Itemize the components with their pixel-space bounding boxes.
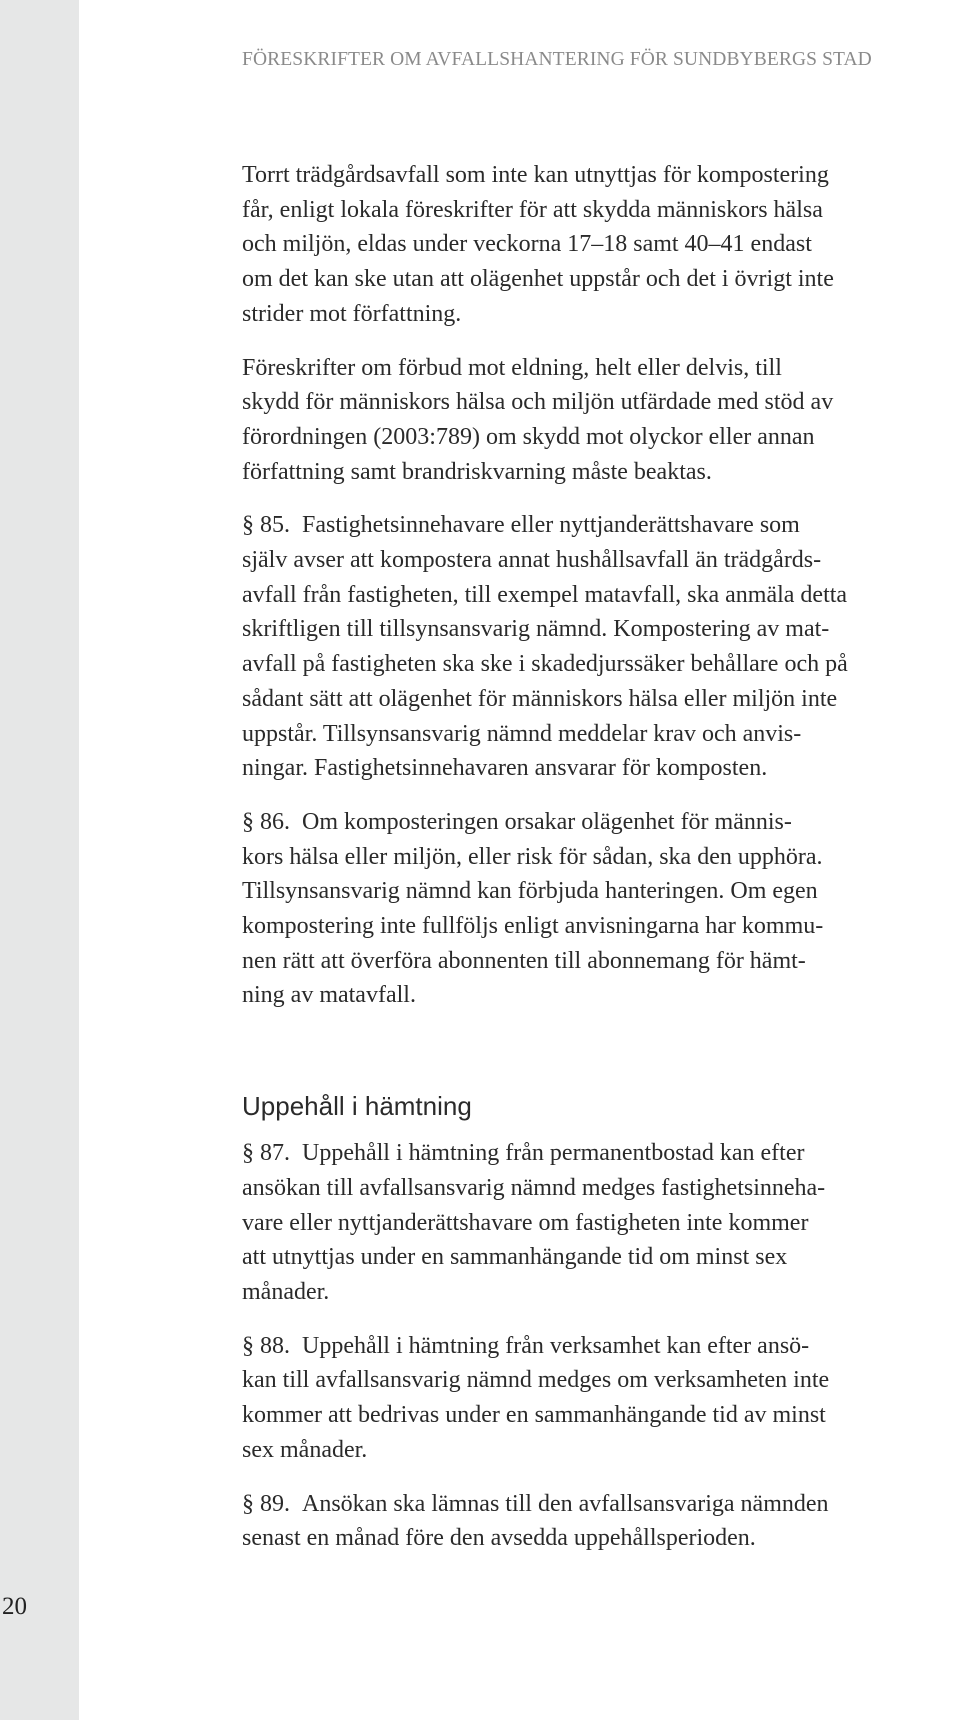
- paragraph-fire-ban-regulations: Föreskrifter om förbud mot eldning, helt eller delvis, till skydd för människors hälsa och miljön utfärdade med stöd av förordningen (2003:789) om skydd mot olyckor eller annan författning samt brandriskvarning måste beaktas.: [242, 354, 834, 485]
- section-heading: Uppehåll i hämtning: [242, 1091, 472, 1122]
- section-text: Ansökan ska lämnas till den avfallsansvariga nämnden senast en månad före den avsedda uppehållsperioden.: [242, 1490, 829, 1552]
- section-85: [242, 508, 960, 786]
- section-label: § 86.: [242, 808, 290, 835]
- section-label: § 88.: [242, 1332, 290, 1359]
- document-body: [242, 158, 960, 1575]
- running-header: FÖRESKRIFTER OM AVFALLSHANTERING FÖR SUNDBYBERGS STAD: [242, 49, 872, 70]
- section-87: [242, 1136, 960, 1310]
- section-text: Fastighetsinnehavare eller nyttjanderättshavare som själv avser att kompostera annat hushållsavfall än trädgårds- avfall från fastigheten, till exempel matavfall, ska anmäla detta skriftligen till tillsynsansvarig nämnd. Kompostering av mat- avfall på fastigheten ska ske i skadedjurssäker behållare och på sådant sätt att olägenhet för människors hälsa eller miljön inte uppstår. Tillsynsansvarig nämnd meddelar krav och anvis- ningar. Fastighetsinnehavaren ansvarar för komposten.: [242, 512, 848, 782]
- section-text: Uppehåll i hämtning från verksamhet kan efter ansö- kan till avfallsansvarig nämnd medges om verksamheten inte kommer att bedrivas under en sammanhängande tid av minst sex månader.: [242, 1332, 830, 1463]
- paragraph-dry-garden-waste: Torrt trädgårdsavfall som inte kan utnyttjas för kompostering får, enligt lokala föreskrifter för att skydda människors hälsa och miljön, eldas under veckorna 17–18 samt 40–41 endast om det kan ske utan att olägenhet uppstår och det i övrigt inte strider mot författning.: [242, 162, 834, 327]
- section-text: Om komposteringen orsakar olägenhet för männis- kors hälsa eller miljön, eller risk för sådan, ska den upphöra. Tillsynsansvarig nämnd kan förbjuda hanteringen. Om egen kompostering inte fullföljs enligt anvisningarna har kommu- nen rätt att överföra abonnenten till abonnemang för hämt- ning av matavfall.: [242, 808, 824, 1009]
- section-88: [242, 1329, 960, 1468]
- section-label: § 87.: [242, 1140, 290, 1167]
- section-text: Uppehåll i hämtning från permanentbostad kan efter ansökan till avfallsansvarig nämnd medges fastighetsinneha- vare eller nyttjanderättshavare om fastigheten inte kommer att utnyttjas under en sammanhängande tid om minst sex månader.: [242, 1140, 826, 1305]
- left-margin-band: [0, 0, 79, 1720]
- section-86: [242, 805, 960, 1013]
- section-label: § 85.: [242, 512, 290, 539]
- page-number: 20: [2, 1593, 27, 1620]
- section-89: [242, 1487, 960, 1556]
- section-label: § 89.: [242, 1490, 290, 1517]
